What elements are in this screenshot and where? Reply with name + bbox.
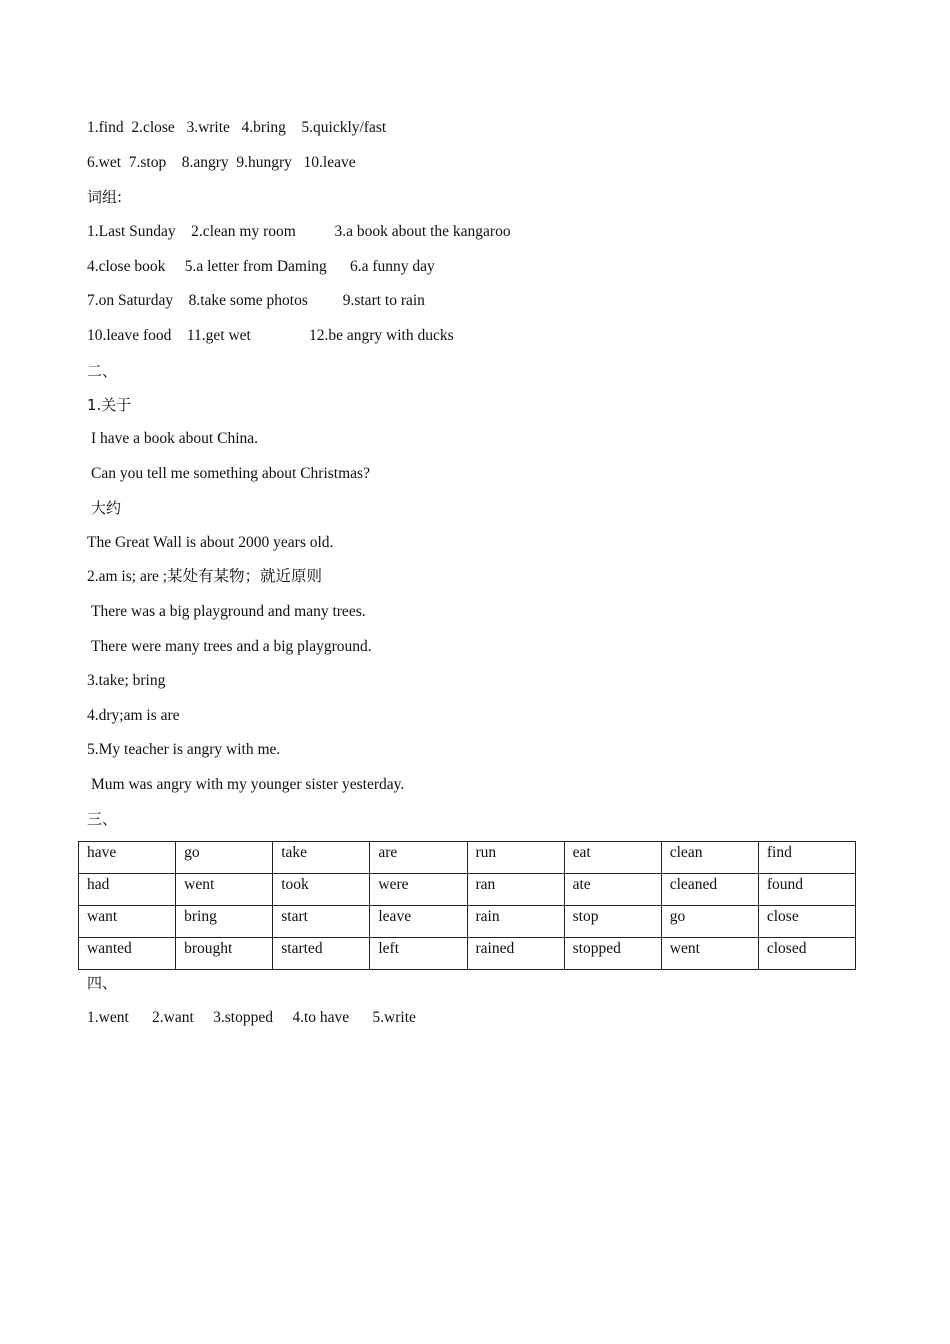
table-cell: ran [467, 874, 564, 906]
table-cell: took [273, 874, 370, 906]
phrases-line: 7.on Saturday 8.take some photos 9.start to rain [87, 292, 425, 309]
table-cell: leave [370, 906, 467, 938]
table-row [79, 906, 856, 938]
phrases-line: 10.leave food 11.get wet 12.be angry with ducks [87, 327, 454, 344]
phrases-line: 1.Last Sunday 2.clean my room 3.a book about the kangaroo [87, 223, 511, 240]
table-cell: went [176, 874, 273, 906]
table-cell: close [758, 906, 855, 938]
table-cell: rain [467, 906, 564, 938]
table-cell: wanted [79, 938, 176, 970]
item-2-label: 2.am is; are ;某处有某物；就近原则 [87, 568, 323, 585]
table-cell: take [273, 842, 370, 874]
item-4: 4.dry;am is are [87, 707, 180, 724]
item-3: 3.take; bring [87, 672, 166, 689]
item-2-example-2: There were many trees and a big playground. [91, 638, 372, 655]
section-2-heading: 二、 [87, 362, 118, 380]
item-5-example: Mum was angry with my younger sister yesterday. [91, 776, 405, 793]
table-cell: go [176, 842, 273, 874]
table-cell: closed [758, 938, 855, 970]
table-row [79, 842, 856, 874]
table-cell: run [467, 842, 564, 874]
table-cell: rained [467, 938, 564, 970]
phrases-line: 4.close book 5.a letter from Daming 6.a funny day [87, 258, 435, 275]
item-1-example-1: I have a book about China. [91, 430, 259, 447]
section-4-answers: 1.went 2.want 3.stopped 4.to have 5.write [87, 1009, 416, 1026]
item-1-example-3: The Great Wall is about 2000 years old. [87, 534, 334, 551]
table-cell: were [370, 874, 467, 906]
table-cell: bring [176, 906, 273, 938]
table-cell: start [273, 906, 370, 938]
table-row [79, 938, 856, 970]
table-cell: left [370, 938, 467, 970]
section-4-heading: 四、 [87, 974, 118, 992]
table-cell: cleaned [661, 874, 758, 906]
table-cell: find [758, 842, 855, 874]
table-row [79, 874, 856, 906]
table-cell: go [661, 906, 758, 938]
item-2-example-1: There was a big playground and many trees. [91, 603, 366, 620]
table-cell: started [273, 938, 370, 970]
table-cell: clean [661, 842, 758, 874]
section-3-heading: 三、 [87, 810, 118, 828]
words-line-1: 1.find 2.close 3.write 4.bring 5.quickly/fast [87, 119, 387, 136]
table-cell: stop [564, 906, 661, 938]
table-cell: are [370, 842, 467, 874]
phrases-heading: 词组: [87, 188, 123, 206]
table-cell: ate [564, 874, 661, 906]
table-cell: brought [176, 938, 273, 970]
item-1-example-2: Can you tell me something about Christmas? [91, 465, 370, 482]
item-1-label: 1.关于 [87, 396, 132, 414]
words-line-2: 6.wet 7.stop 8.angry 9.hungry 10.leave [87, 154, 356, 171]
item-5: 5.My teacher is angry with me. [87, 741, 281, 758]
table-cell: eat [564, 842, 661, 874]
table-cell: want [79, 906, 176, 938]
table-cell: found [758, 874, 855, 906]
verb-forms-table [78, 841, 856, 970]
table-cell: have [79, 842, 176, 874]
table-cell: went [661, 938, 758, 970]
table-cell: had [79, 874, 176, 906]
item-1-label-2: 大约 [91, 499, 122, 517]
table-cell: stopped [564, 938, 661, 970]
